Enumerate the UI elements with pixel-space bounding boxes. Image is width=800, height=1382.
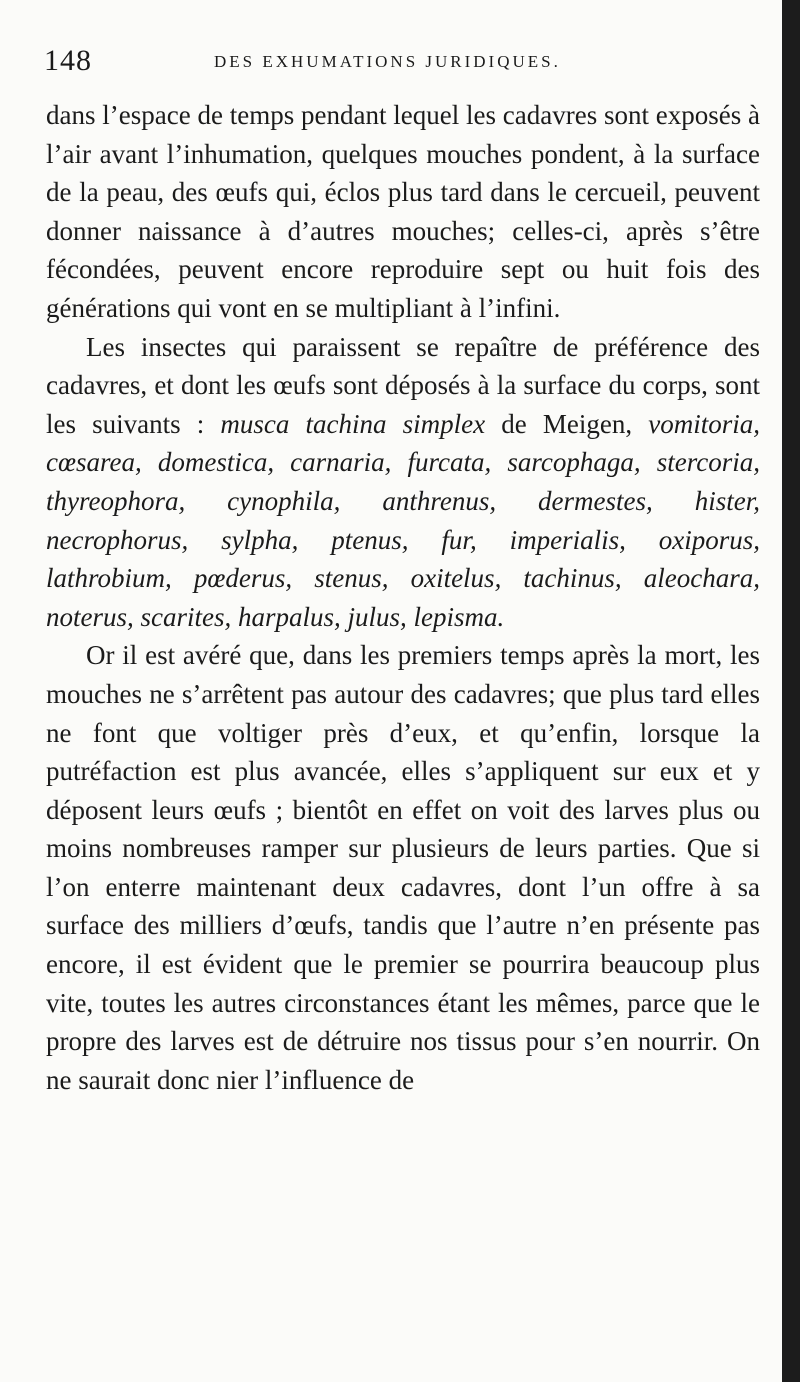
body-text	[46, 96, 760, 1099]
paragraph-continued: dans l’espace de temps pendant lequel les cadavres sont exposés à l’air avant l’inhumation, quelques mouches pondent, à la surface de la peau, des œufs qui, éclos plus tard dans le cercueil, peuvent donner naissance à d’autres mouches; celles-ci, après s’être fécondées, peuvent encore reproduire sept ou huit fois des générations qui vont en se multipliant à l’infini.	[46, 100, 760, 323]
paragraph-flies: Or il est avéré que, dans les premiers temps après la mort, les mouches ne s’arrêtent pas autour des cadavres; que plus tard elles ne font que voltiger près d’eux, et qu’enfin, lorsque la putréfaction est plus avancée, elles s’appliquent sur eux et y déposent leurs œufs ; bientôt en effet on voit des larves plus ou moins nombreuses ramper sur plusieurs de leurs parties. Que si l’on enterre maintenant deux cadavres, dont l’un offre à sa surface des milliers d’œufs, tandis que l’autre n’en présente pas encore, il est évident que le premier se pourrira beaucoup plus vite, toutes les autres circonstances étant les mêmes, parce que le propre des larves est de détruire nos tissus pour s’en nourrir. On ne saurait donc nier l’influence de	[46, 640, 760, 1095]
author-attribution: de Meigen,	[501, 408, 633, 439]
species-name: musca tachina simplex	[220, 408, 486, 439]
page-number: 148	[44, 44, 92, 77]
paragraph-insects	[46, 328, 760, 637]
page-header	[44, 44, 764, 84]
running-head: DES EXHUMATIONS JURIDIQUES.	[214, 52, 561, 71]
species-list: vomitoria, cœsarea, domestica, carnaria, furcata, sarcophaga, stercoria, thyreophora, cynophila, anthrenus, dermestes, hister, necrophorus, sylpha, ptenus, fur, imperialis, oxiporus, lathrobium, pœderus, stenus, oxitelus, tachinus, aleochara, noterus, scarites, harpalus, julus, lepisma.	[46, 408, 761, 632]
paragraph-insects-intro: Les insectes qui paraissent se repaître de préférence des cadavres, et dont les œufs sont déposés à la surface du corps, sont les suivants :	[46, 331, 760, 439]
